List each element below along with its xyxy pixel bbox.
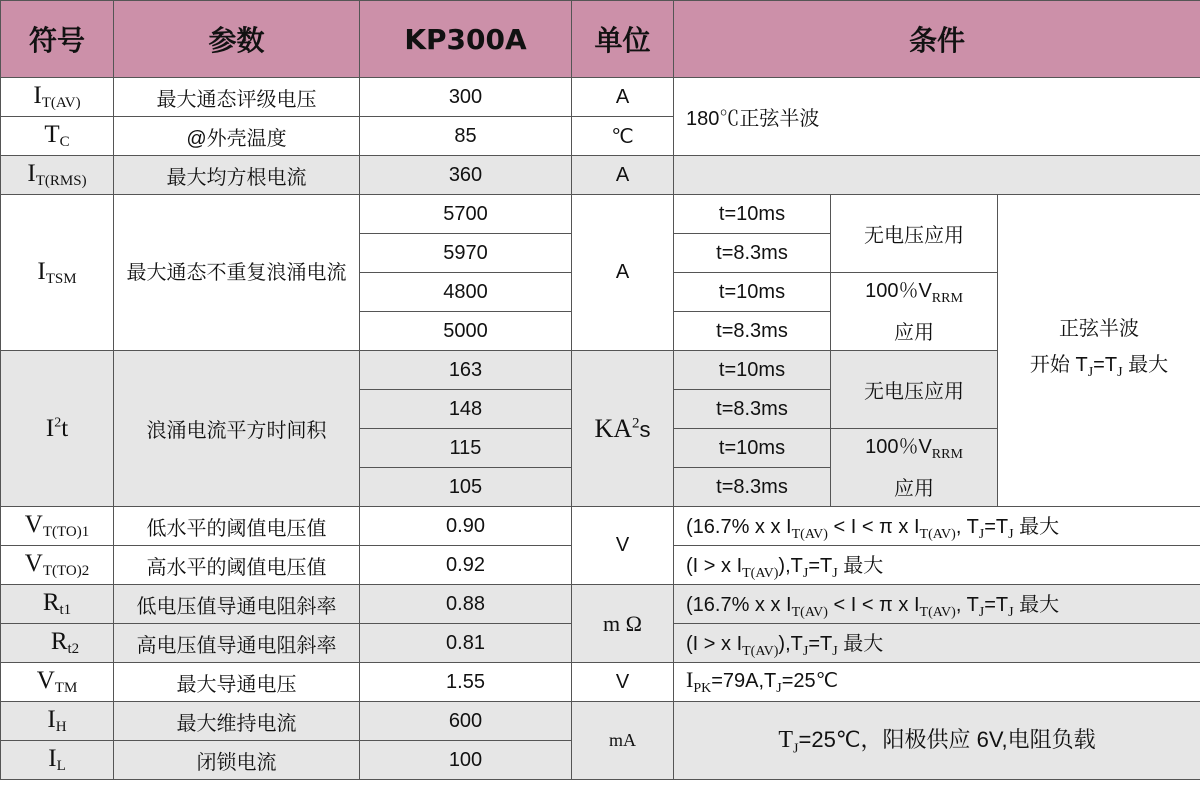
symbol-cell: $V_{T(TO)2}$ <box>1 546 114 585</box>
unit-cell: A <box>572 78 674 117</box>
symbol-cell: $I^2t$ <box>1 351 114 507</box>
condition-cell: (I > x $I_{T(AV)}),T_J=T_J$ 最大 <box>674 624 1200 663</box>
symbol-cell: $V_{TM}$ <box>1 663 114 702</box>
header-condition: 条件 <box>674 1 1200 78</box>
param-name: 最大通态不重复浪涌电流 <box>114 195 360 351</box>
param-value: 115 <box>360 429 572 468</box>
param-value: 163 <box>360 351 572 390</box>
no-voltage-cell: 无电压应用 <box>831 195 998 273</box>
time-cell: t=10ms <box>674 351 831 390</box>
param-name: 最大通态评级电压 <box>114 78 360 117</box>
param-value: 0.81 <box>360 624 572 663</box>
param-value: 5000 <box>360 312 572 351</box>
symbol-cell: $T_C$ <box>1 117 114 156</box>
param-name: @外壳温度 <box>114 117 360 156</box>
time-cell: t=8.3ms <box>674 312 831 351</box>
condition-cell: $I_{PK}=79A,T_J=25℃$ <box>674 663 1200 702</box>
empty-condition-cell <box>674 156 1200 195</box>
time-cell: t=8.3ms <box>674 390 831 429</box>
symbol-cell: $V_{T(TO)1}$ <box>1 507 114 546</box>
start-tj-label: 开始 $T_J=T_J$ 最大 <box>1029 353 1169 380</box>
table-row <box>1 507 1200 546</box>
header-parameter: 参数 <box>114 1 360 78</box>
param-value: 1.55 <box>360 663 572 702</box>
condition-cell: 180℃正弦半波 <box>674 78 1200 156</box>
unit-cell: V <box>572 507 674 585</box>
time-cell: t=8.3ms <box>674 468 831 507</box>
vrrm-cell: 100％$V_{RRM}$ 应用 <box>831 429 998 507</box>
param-name: 闭锁电流 <box>114 741 360 780</box>
table-row <box>1 195 1200 234</box>
time-cell: t=10ms <box>674 429 831 468</box>
param-value: 360 <box>360 156 572 195</box>
param-value: 0.90 <box>360 507 572 546</box>
table-row <box>1 78 1200 117</box>
table-row <box>1 663 1200 702</box>
table-row <box>1 585 1200 624</box>
param-value: 0.92 <box>360 546 572 585</box>
time-cell: t=10ms <box>674 195 831 234</box>
param-value: 300 <box>360 78 572 117</box>
param-value: 600 <box>360 702 572 741</box>
table-row <box>1 702 1200 741</box>
param-value: 4800 <box>360 273 572 312</box>
param-name: 最大导通电压 <box>114 663 360 702</box>
condition-cell: $T_J=25℃$，阳极供应 6V,电阻负载 <box>674 702 1200 780</box>
header-row <box>1 1 1200 78</box>
unit-cell: V <box>572 663 674 702</box>
unit-cell: A <box>572 156 674 195</box>
param-name: 低电压值导通电阻斜率 <box>114 585 360 624</box>
condition-cell: (16.7% x x $I_{T(AV)} < I < \pi$ x $I_{T(AV)}$, $T_J=T_J$ 最大 <box>674 585 1200 624</box>
param-value: 105 <box>360 468 572 507</box>
symbol-cell: $I_{T(AV)}$ <box>1 78 114 117</box>
vrrm-cell: 100％$V_{RRM}$ 应用 <box>831 273 998 351</box>
table-row <box>1 156 1200 195</box>
param-value: 5700 <box>360 195 572 234</box>
unit-cell: m Ω <box>572 585 674 663</box>
unit-cell: A <box>572 195 674 351</box>
condition-cell: (I > x $I_{T(AV)}),T_J=T_J$ 最大 <box>674 546 1200 585</box>
param-name: 最大均方根电流 <box>114 156 360 195</box>
param-value: 100 <box>360 741 572 780</box>
symbol-cell: $I_L$ <box>1 741 114 780</box>
unit-cell: $KA^2s$ <box>572 351 674 507</box>
symbol-cell: $I_{T(RMS)}$ <box>1 156 114 195</box>
param-name: 低水平的阈值电压值 <box>114 507 360 546</box>
param-name: 最大维持电流 <box>114 702 360 741</box>
sine-label: 正弦半波 <box>1059 317 1139 340</box>
param-name: 高水平的阈值电压值 <box>114 546 360 585</box>
symbol-cell: $I_H$ <box>1 702 114 741</box>
header-symbol: 符号 <box>1 1 114 78</box>
symbol-cell: $R_{t1}$ <box>1 585 114 624</box>
sine-start-cell <box>998 195 1200 507</box>
param-name: 浪涌电流平方时间积 <box>114 351 360 507</box>
param-value: 0.88 <box>360 585 572 624</box>
param-value: 85 <box>360 117 572 156</box>
header-model: KP300A <box>360 1 572 78</box>
no-voltage-cell: 无电压应用 <box>831 351 998 429</box>
unit-cell: ℃ <box>572 117 674 156</box>
param-value: 148 <box>360 390 572 429</box>
unit-cell: mA <box>572 702 674 780</box>
time-cell: t=8.3ms <box>674 234 831 273</box>
param-value: 5970 <box>360 234 572 273</box>
symbol-cell: $I_{TSM}$ <box>1 195 114 351</box>
header-unit: 单位 <box>572 1 674 78</box>
condition-cell: (16.7% x x $I_{T(AV)} < I < \pi$ x $I_{T(AV)}$, $T_J=T_J$ 最大 <box>674 507 1200 546</box>
param-name: 高电压值导通电阻斜率 <box>114 624 360 663</box>
symbol-cell: $R_{t2}$ <box>1 624 114 663</box>
time-cell: t=10ms <box>674 273 831 312</box>
